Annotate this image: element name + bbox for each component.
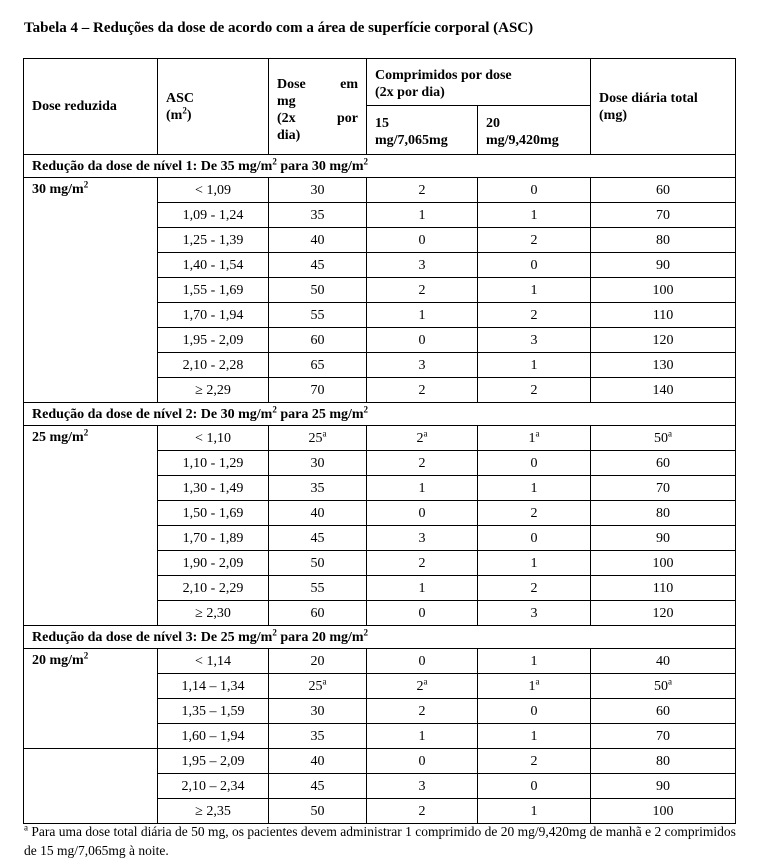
comprimidos-15mg-cell: 2 <box>367 178 478 203</box>
comprimidos-20mg-cell: 2 <box>478 378 591 403</box>
dose-mg-cell: 65 <box>269 353 367 378</box>
comprimidos-15mg-cell: 0 <box>367 649 478 674</box>
dose-reduzida-cell: 30 $mg/m^2$ <box>24 178 158 403</box>
dose-total-cell: 70 <box>591 203 736 228</box>
dose-mg-cell: 50 <box>269 278 367 303</box>
table-row <box>24 749 736 774</box>
dose-total-cell: 100 <box>591 551 736 576</box>
comprimidos-20mg-cell: 2 <box>478 749 591 774</box>
comprimidos-20mg-cell: 3 <box>478 601 591 626</box>
header-asc <box>158 59 269 155</box>
dose-mg-cell: 50 <box>269 799 367 824</box>
dose-mg-cell: 45 <box>269 253 367 278</box>
dose-mg-cell: 70 <box>269 378 367 403</box>
comprimidos-15mg-cell: 1 <box>367 476 478 501</box>
comprimidos-15mg-cell: 0 <box>367 601 478 626</box>
dose-total-cell: 60 <box>591 178 736 203</box>
asc-cell: < 1,14 <box>158 649 269 674</box>
header-asc-unit: $(m^2)$ <box>166 104 192 123</box>
dose-mg-cell: 30 <box>269 178 367 203</box>
dose-mg-cell: 55 <box>269 303 367 328</box>
header-dose-reduzida: Dose reduzida <box>24 59 158 155</box>
dose-total-cell: 90 <box>591 774 736 799</box>
dose-mg-cell: 30 <box>269 699 367 724</box>
dose-total-cell: 80 <box>591 228 736 253</box>
comprimidos-15mg-cell: 2$^a$ <box>367 426 478 451</box>
level-heading-row <box>24 155 736 178</box>
dose-mg-cell: 20 <box>269 649 367 674</box>
comprimidos-20mg-cell: 1 <box>478 724 591 749</box>
comprimidos-15mg-cell: 1 <box>367 203 478 228</box>
comprimidos-20mg-cell: 1 <box>478 649 591 674</box>
asc-cell: 1,95 – 2,09 <box>158 749 269 774</box>
dose-reduction-table <box>23 58 736 824</box>
comprimidos-15mg-cell: 3 <box>367 526 478 551</box>
asc-cell: 1,40 - 1,54 <box>158 253 269 278</box>
asc-cell: 1,25 - 1,39 <box>158 228 269 253</box>
footnote: $^a$ Para uma dose total diária de 50 mg, os pacientes devem administrar 1 comprimido de 20 mg/9,420mg de manhã e 2 comprimidos de 15 mg/7,065mg à noite. <box>24 822 736 858</box>
comprimidos-15mg-cell: 2 <box>367 451 478 476</box>
asc-cell: 2,10 - 2,28 <box>158 353 269 378</box>
comprimidos-15mg-cell: 1 <box>367 724 478 749</box>
dose-total-cell: 120 <box>591 601 736 626</box>
comprimidos-20mg-cell: 1 <box>478 353 591 378</box>
asc-cell: 1,50 - 1,69 <box>158 501 269 526</box>
dose-reduzida-cell: 20 $mg/m^2$ <box>24 649 158 749</box>
asc-cell: < 1,09 <box>158 178 269 203</box>
dose-mg-cell: 45 <box>269 526 367 551</box>
comprimidos-20mg-cell: 1 <box>478 551 591 576</box>
dose-mg-cell: 60 <box>269 601 367 626</box>
asc-cell: 1,30 - 1,49 <box>158 476 269 501</box>
dose-mg-cell: 45 <box>269 774 367 799</box>
dose-total-cell: 70 <box>591 724 736 749</box>
dose-mg-cell: 50 <box>269 551 367 576</box>
dose-total-cell: 100 <box>591 799 736 824</box>
comprimidos-20mg-cell: 0 <box>478 178 591 203</box>
comprimidos-20mg-cell: 1 <box>478 278 591 303</box>
comprimidos-20mg-cell: 0 <box>478 253 591 278</box>
comprimidos-15mg-cell: 3 <box>367 353 478 378</box>
comprimidos-20mg-cell: 3 <box>478 328 591 353</box>
dose-total-cell: 60 <box>591 699 736 724</box>
asc-cell: 1,70 - 1,89 <box>158 526 269 551</box>
comprimidos-20mg-cell: 0 <box>478 774 591 799</box>
asc-cell: < 1,10 <box>158 426 269 451</box>
asc-cell: ≥ 2,35 <box>158 799 269 824</box>
table-row <box>24 178 736 203</box>
comprimidos-15mg-cell: 3 <box>367 253 478 278</box>
asc-cell: 1,90 - 2,09 <box>158 551 269 576</box>
comprimidos-15mg-cell: 3 <box>367 774 478 799</box>
asc-cell: 2,10 - 2,29 <box>158 576 269 601</box>
header-comprimidos: Comprimidos por dose (2x por dia) <box>367 59 591 106</box>
asc-cell: 1,14 – 1,34 <box>158 674 269 699</box>
level-heading: Redução da dose de nível 2: De 30 $mg/m^2$ para 25 $mg/m^2$ <box>24 403 736 426</box>
comprimidos-15mg-cell: 0 <box>367 228 478 253</box>
dose-mg-cell: 35 <box>269 476 367 501</box>
comprimidos-20mg-cell: 1$^a$ <box>478 674 591 699</box>
dose-total-cell: 90 <box>591 526 736 551</box>
dose-mg-cell: 40 <box>269 749 367 774</box>
asc-cell: 1,55 - 1,69 <box>158 278 269 303</box>
comprimidos-20mg-cell: 1 <box>478 799 591 824</box>
dose-total-cell: 110 <box>591 303 736 328</box>
dose-total-cell: 40 <box>591 649 736 674</box>
level-heading-row <box>24 626 736 649</box>
dose-mg-cell: 35 <box>269 724 367 749</box>
header-row <box>24 59 736 106</box>
dose-reduzida-cell: 25 $mg/m^2$ <box>24 426 158 626</box>
dose-mg-cell: 35 <box>269 203 367 228</box>
dose-total-cell: 130 <box>591 353 736 378</box>
level-heading: Redução da dose de nível 1: De 35 $mg/m^2$ para 30 $mg/m^2$ <box>24 155 736 178</box>
dose-total-cell: 50$^a$ <box>591 426 736 451</box>
comprimidos-15mg-cell: 1 <box>367 303 478 328</box>
table-title: Tabela 4 – Reduções da dose de acordo com a área de superfície corporal (ASC) <box>24 20 534 36</box>
header-asc-label: ASC <box>166 90 195 106</box>
dose-total-cell: 80 <box>591 501 736 526</box>
comprimidos-20mg-cell: 1 <box>478 476 591 501</box>
asc-cell: 2,10 – 2,34 <box>158 774 269 799</box>
dose-total-cell: 140 <box>591 378 736 403</box>
dose-total-cell: 90 <box>591 253 736 278</box>
dose-mg-cell: 25$^a$ <box>269 674 367 699</box>
asc-cell: 1,95 - 2,09 <box>158 328 269 353</box>
comprimidos-15mg-cell: 0 <box>367 749 478 774</box>
comprimidos-15mg-cell: 2 <box>367 378 478 403</box>
dose-mg-cell: 55 <box>269 576 367 601</box>
comprimidos-15mg-cell: 0 <box>367 501 478 526</box>
comprimidos-15mg-cell: 2 <box>367 278 478 303</box>
dose-mg-cell: 60 <box>269 328 367 353</box>
comprimidos-20mg-cell: 0 <box>478 451 591 476</box>
comprimidos-15mg-cell: 2 <box>367 799 478 824</box>
asc-cell: 1,70 - 1,94 <box>158 303 269 328</box>
comprimidos-15mg-cell: 0 <box>367 328 478 353</box>
dose-total-cell: 120 <box>591 328 736 353</box>
asc-cell: 1,10 - 1,29 <box>158 451 269 476</box>
comprimidos-15mg-cell: 1 <box>367 576 478 601</box>
dose-mg-cell: 30 <box>269 451 367 476</box>
header-col-20mg: 20 mg/9,420mg <box>478 106 591 155</box>
table-row <box>24 426 736 451</box>
dose-mg-cell: 40 <box>269 228 367 253</box>
dose-total-cell: 100 <box>591 278 736 303</box>
level-heading-row <box>24 403 736 426</box>
table-row <box>24 649 736 674</box>
dose-mg-cell: 40 <box>269 501 367 526</box>
comprimidos-15mg-cell: 2 <box>367 551 478 576</box>
header-dose-mg: Dose em mg (2x por dia) <box>269 59 367 155</box>
dose-total-cell: 80 <box>591 749 736 774</box>
asc-cell: 1,35 – 1,59 <box>158 699 269 724</box>
asc-cell: ≥ 2,29 <box>158 378 269 403</box>
level-heading: Redução da dose de nível 3: De 25 $mg/m^2$ para 20 $mg/m^2$ <box>24 626 736 649</box>
dose-mg-cell: 25$^a$ <box>269 426 367 451</box>
comprimidos-15mg-cell: 2$^a$ <box>367 674 478 699</box>
dose-reduzida-cell-empty <box>24 749 158 824</box>
comprimidos-20mg-cell: 0 <box>478 699 591 724</box>
header-total: Dose diária total (mg) <box>591 59 736 155</box>
header-col-15mg: 15 mg/7,065mg <box>367 106 478 155</box>
comprimidos-20mg-cell: 2 <box>478 576 591 601</box>
comprimidos-20mg-cell: 1 <box>478 203 591 228</box>
asc-cell: 1,09 - 1,24 <box>158 203 269 228</box>
comprimidos-15mg-cell: 2 <box>367 699 478 724</box>
asc-cell: ≥ 2,30 <box>158 601 269 626</box>
dose-total-cell: 110 <box>591 576 736 601</box>
dose-total-cell: 50$^a$ <box>591 674 736 699</box>
dose-total-cell: 60 <box>591 451 736 476</box>
comprimidos-20mg-cell: 2 <box>478 303 591 328</box>
comprimidos-20mg-cell: 0 <box>478 526 591 551</box>
dose-total-cell: 70 <box>591 476 736 501</box>
comprimidos-20mg-cell: 1$^a$ <box>478 426 591 451</box>
comprimidos-20mg-cell: 2 <box>478 501 591 526</box>
asc-cell: 1,60 – 1,94 <box>158 724 269 749</box>
comprimidos-20mg-cell: 2 <box>478 228 591 253</box>
